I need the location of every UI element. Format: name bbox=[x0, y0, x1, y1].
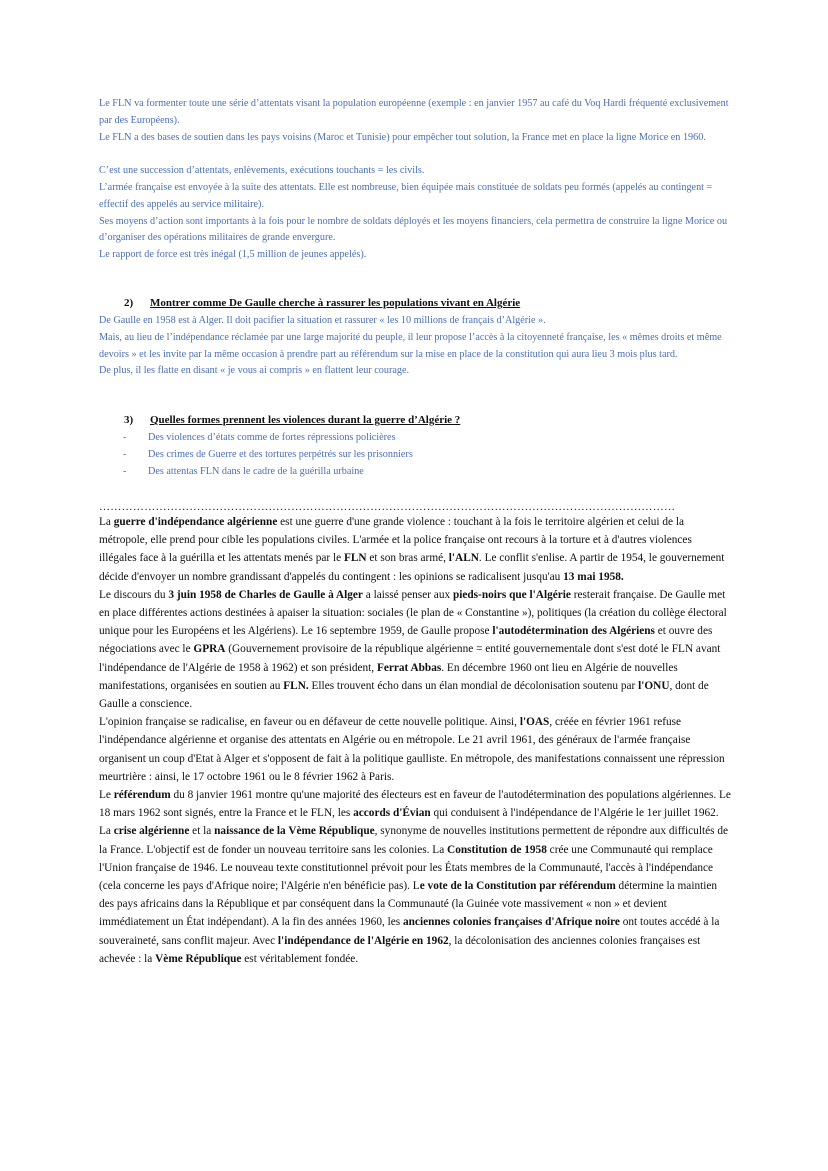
bold-text-run: 13 mai 1958. bbox=[563, 570, 624, 583]
summary-paragraph bbox=[99, 713, 731, 786]
answer-paragraph: De plus, il les flatte en disant « je vous ai compris » en flattent leur courage. bbox=[99, 365, 410, 377]
text-run: est véritablement fondée. bbox=[241, 952, 359, 965]
dotted-separator: ……………………………………………………………………………………………………………………………………… bbox=[99, 501, 676, 513]
text-run: Le discours du bbox=[99, 588, 169, 601]
text-run: (Gouvernement provisoire de la république algérienne = entité gouvernementale dont s'est doté le FLN avant l'indépendance de l'Algérie de 1958 à 1962) et son président, bbox=[99, 643, 721, 674]
question-title: Quelles formes prennent les violences durant la guerre d’Algérie ? bbox=[150, 414, 461, 426]
intro-paragraph: C’est une succession d’attentats, enlèvements, exécutions touchants = les civils. bbox=[99, 165, 425, 177]
text-run: et ouvre des négociations avec le bbox=[99, 625, 713, 656]
question-title: Montrer comme De Gaulle cherche à rassurer les populations vivant en Algérie bbox=[150, 297, 521, 309]
bold-text-run: l'autodétermination des Algériens bbox=[492, 625, 655, 638]
question-3-list bbox=[99, 430, 699, 480]
bullet-dash: - bbox=[123, 432, 127, 443]
bold-text-run: Ferrat Abbas bbox=[376, 661, 442, 674]
text-run: Le bbox=[99, 789, 114, 802]
bold-text-run: pieds-noirs que l'Algérie bbox=[452, 588, 571, 601]
bold-text-run: l'indépendance de l'Algérie en 1962 bbox=[277, 934, 449, 947]
text-run: La bbox=[99, 825, 114, 838]
text-run: crée une Communauté qui remplace l'Union française de 1946. Le nouveau texte constitutionnel prévoit pour les États membres de la Communauté, l'accès à l'indépendance (cela concerne les pays d'Afrique noire; l'Algérie n'en bénéficie pas). L bbox=[99, 843, 714, 893]
list-item: - Des attentas FLN dans le cadre de la guérilla urbaine bbox=[99, 464, 699, 481]
bullet-dash: - bbox=[123, 465, 127, 477]
bold-text-run: guerre d'indépendance algérienne bbox=[113, 516, 278, 528]
answer-paragraph: De Gaulle en 1958 est à Alger. Il doit pacifier la situation et rassurer « les 10 millions de français d’Algérie ». bbox=[99, 315, 546, 326]
text-run: est une guerre d'une grande violence : touchant à la fois le territoire algérien et celui de la métropole, elle prend pour cible les populations civiles. L'armée et la police française ont recours à la torture et à d'autres violences illégales face à la guérilla et les attentats menés par le bbox=[99, 516, 692, 565]
question-number: 3) bbox=[124, 414, 134, 426]
text-run: et la bbox=[189, 825, 215, 838]
text-run: du 8 janvier 1961 montre qu'une majorité des électeurs est en faveur de l'autodétermination des populations algériennes. Le 18 mars 1962 sont signés, entre la France et le FLN, les bbox=[99, 789, 731, 820]
question-2-answer bbox=[99, 313, 733, 380]
summary-block bbox=[99, 513, 731, 968]
list-item: - Des crimes de Guerre et des tortures perpétrés sur les prisonniers bbox=[99, 447, 699, 464]
text-run: . Le conflit s'enlise. A partir de 1954, le gouvernement décide d'envoyer un nombre grandissant d'appelés du contingent : les opinions se radicalisent jusqu'au bbox=[99, 552, 725, 583]
answer-paragraph: Mais, au lieu de l’indépendance réclamée par une large majorité du peuple, il leur propose l’accès à la citoyenneté française, les « mêmes droits et même devoirs » et les invite par la même occasion à prendre part au référendum sur la mise en place de la constitution qui aura lieu 3 mois plus tard. bbox=[99, 331, 722, 360]
question-number: 2) bbox=[124, 297, 134, 309]
summary-paragraph bbox=[99, 586, 731, 713]
bold-text-run: crise algérienne bbox=[113, 825, 190, 838]
text-run: , la décolonisation des anciennes colonies françaises est achevée : la bbox=[99, 934, 701, 965]
text-run: ont toutes accédé à la souveraineté, sans conflit majeur. Avec bbox=[99, 916, 720, 947]
text-run: , dont de Gaulle a conscience. bbox=[99, 679, 709, 711]
intro-paragraph: L’armée française est envoyée à la suite des attentats. Elle est nombreuse, bien équipée mais constituée de soldats peu formés (appelés au contingent = effectif des appelés au service militaire). bbox=[99, 181, 713, 210]
text-run: qui conduisent à l'indépendance de l'Algérie le 1er juillet 1962. bbox=[430, 807, 719, 820]
bold-text-run: l'ALN bbox=[448, 552, 479, 565]
list-item: - Des violences d’états comme de fortes répressions policières bbox=[99, 430, 699, 447]
intro-paragraph: Le FLN va formenter toute une série d’attentats visant la population européenne (exemple : en janvier 1957 au café du Voq Hardi fréquenté exclusivement par des Européens). bbox=[99, 98, 729, 126]
bullet-dash: - bbox=[123, 448, 127, 460]
summary-paragraph bbox=[99, 786, 731, 822]
bold-text-run: l'ONU bbox=[638, 679, 670, 692]
intro-paragraph: Le rapport de force est très inégal (1,5 million de jeunes appelés). bbox=[99, 249, 367, 261]
question-2-heading bbox=[124, 297, 520, 309]
bold-text-run: l'OAS bbox=[519, 716, 550, 729]
bold-text-run: 3 juin 1958 de Charles de Gaulle à Alger bbox=[168, 588, 363, 601]
blank-line bbox=[99, 146, 733, 163]
intro-paragraph: Ses moyens d’action sont importants à la fois pour le nombre de soldats déployés et les moyens financiers, cela permettra de construire la ligne Morice ou d’organiser des opérations militaires de grande envergure. bbox=[99, 215, 728, 244]
bold-text-run: FLN bbox=[343, 552, 367, 565]
text-run: L'opinion française se radicalise, en faveur ou en défaveur de cette nouvelle politique. Ainsi, bbox=[99, 716, 520, 729]
summary-paragraph bbox=[99, 822, 731, 968]
bold-text-run: référendum bbox=[113, 789, 171, 802]
text-run: a laissé penser aux bbox=[362, 588, 453, 601]
bold-text-run: FLN. bbox=[283, 679, 309, 692]
bold-text-run: Vème République bbox=[155, 952, 242, 965]
bold-text-run: Constitution de 1958 bbox=[447, 843, 547, 856]
text-run: La bbox=[99, 516, 114, 528]
question-3-heading bbox=[124, 414, 460, 426]
bold-text-run: anciennes colonies françaises d'Afrique noire bbox=[403, 916, 620, 929]
bold-text-run: e vote de la Constitution par référendum bbox=[419, 880, 616, 893]
intro-paragraph: Le FLN a des bases de soutien dans les pays voisins (Maroc et Tunisie) pour empêcher tout solution, la France met en place la ligne Morice en 1960. bbox=[99, 131, 706, 143]
text-run: , synonyme de nouvelles institutions permettent de répondre aux difficultés de la France. L'objectif est de fonder un nouveau territoire sans les colonies. La bbox=[99, 825, 728, 856]
bold-text-run: accords d'Évian bbox=[353, 807, 431, 820]
text-run: Elles trouvent écho dans un élan mondial de décolonisation soutenu par bbox=[308, 679, 639, 692]
bold-text-run: GPRA bbox=[193, 643, 226, 656]
text-run: . En décembre 1960 ont lieu en Algérie de nouvelles manifestations, organisées en soutien au bbox=[99, 661, 678, 692]
text-run: et son bras armé, bbox=[366, 552, 449, 565]
text-run: détermine la maintien des pays africains dans la République et par conséquent dans la Communauté (la Guinée vote massivement « non » et devient immédiatement un État indépendant). A la fin des années 1960, les bbox=[99, 880, 718, 929]
bold-text-run: naissance de la Vème République bbox=[214, 825, 375, 838]
text-run: , créée en février 1961 refuse l'indépendance algérienne et organise des attentats en Algérie ou en métropole. Le 21 avril 1961, des généraux de l'armée française organisent un coup d'Etat à Alger et s'opposent de fait à la politique gaulliste. En métropole, des manifestations connaissent une répression meurtrière : ainsi, le 17 octobre 1961 ou le 8 février 1962 à Paris. bbox=[99, 716, 725, 783]
summary-paragraph bbox=[99, 513, 731, 586]
text-run: resterait française. De Gaulle met en place différentes actions destinées à apaiser la situation: sociales (le plan de « Constantine »), politiques (la création du collège électoral unique pour les Européens et les Algériens). Le 16 septembre 1959, de Gaulle propose bbox=[99, 588, 727, 638]
intro-block bbox=[99, 96, 733, 264]
